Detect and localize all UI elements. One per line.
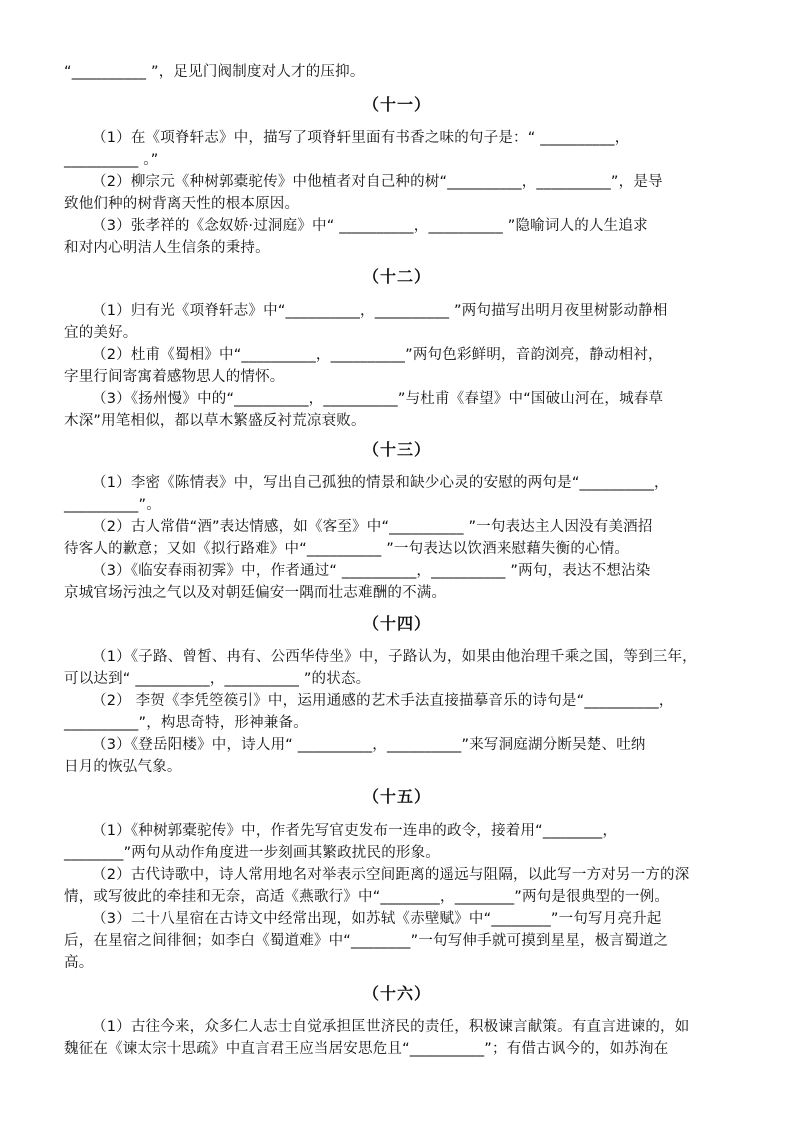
text-line: 字里行间寄寓着感物思人的情怀。 xyxy=(64,369,285,385)
text-line: （3）张孝祥的《念奴娇·过洞庭》中“ __________，__________ ”隐喻词人的人生追求 xyxy=(92,218,648,234)
text-line: （2）杜甫《蜀相》中“__________，__________”两句色彩鲜明，音韵浏亮，静动相衬， xyxy=(92,347,663,363)
text-line: 后，在星宿之间徘徊；如李白《蜀道难》中“________”一句写伸手就可摸到星星，极言蜀道之 xyxy=(64,933,669,949)
text-line: 致他们种的树背离天性的根本原因。 xyxy=(64,196,300,212)
text-line: （2）古代诗歌中，诗人常用地名对举表示空间距离的遥远与阻隔，以此写一方对另一方的深 xyxy=(92,867,690,883)
text-line: （3）《扬州慢》中的“__________，__________”与杜甫《春望》中“国破山河在，城春草 xyxy=(92,391,664,407)
text-line: 宜的美好。 xyxy=(64,325,138,341)
section-heading-11: （十一） xyxy=(362,95,431,114)
section-heading-12: （十二） xyxy=(362,267,431,286)
text-line: __________”，构思奇特，形神兼备。 xyxy=(64,715,308,731)
section-heading-16: （十六） xyxy=(362,984,431,1003)
text-line: __________”。 xyxy=(64,497,161,513)
section-heading-15: （十五） xyxy=(362,787,431,806)
text-line: （3）二十八星宿在古诗文中经常出现，如苏轼《赤壁赋》中“________”一句写月亮升起 xyxy=(92,911,662,927)
text-line: “__________ ”，足见门阀制度对人才的压抑。 xyxy=(64,64,365,80)
text-line: （2） 李贺《李凭箜篌引》中，运用通感的艺术手法直接描摹音乐的诗句是“__________， xyxy=(92,693,674,709)
text-line: （3）《登岳阳楼》中，诗人用“ __________，__________”来写洞庭湖分断吴楚、吐纳 xyxy=(92,737,646,753)
text-line: 木深”用笔相似，都以草木繁盛反衬荒凉衰败。 xyxy=(64,413,366,429)
text-line: （2）柳宗元《种树郭橐驼传》中他植者对自己种的树“__________，__________”，是导 xyxy=(92,174,663,190)
text-line: （1）在《项脊轩志》中，描写了项脊轩里面有书香之味的句子是：“ __________， xyxy=(92,130,630,146)
text-line: 可以达到“ __________，__________ ”的状态。 xyxy=(64,671,371,687)
text-line: 高。 xyxy=(64,955,94,971)
section-heading-13: （十三） xyxy=(362,440,431,459)
section-heading-14: （十四） xyxy=(362,614,431,633)
text-line: 日月的恢弘气象。 xyxy=(64,759,182,775)
text-line: （1）归有光《项脊轩志》中“__________，__________ ”两句描写出明月夜里树影动静相 xyxy=(92,303,668,319)
text-line: 待客人的歉意；又如《拟行路难》中“__________ ”一句表达以饮酒来慰藉失衡的心情。 xyxy=(64,541,630,557)
text-line: （1）李密《陈情表》中，写出自己孤独的情景和缺少心灵的安慰的两句是“__________， xyxy=(92,475,669,491)
text-line: 和对内心明洁人生信条的秉持。 xyxy=(64,240,270,256)
text-line: 京城官场污浊之气以及对朝廷偏安一隅而壮志难酬的不满。 xyxy=(64,585,447,601)
text-line: ________”两句从动作角度进一步刻画其繁政扰民的形象。 xyxy=(64,845,441,861)
text-line: （1）《子路、曾皙、冉有、公西华侍坐》中，子路认为，如果由他治理千乘之国，等到三年， xyxy=(92,649,697,665)
text-line: （3）《临安春雨初霁》中，作者通过“ __________，__________ ”两句，表达不想沾染 xyxy=(92,563,651,579)
text-line: （2）古人常借“酒”表达情感，如《客至》中“__________ ”一句表达主人因没有美酒招 xyxy=(92,519,653,535)
text-line: 魏征在《谏太宗十思疏》中直言君王应当居安思危且“__________”；有借古讽今的，如苏洵在 xyxy=(64,1041,669,1057)
text-line: __________ 。” xyxy=(64,152,159,168)
text-line: （1）古往今来，众多仁人志士自觉承担匡世济民的责任，积极谏言献策。有直言进谏的，如 xyxy=(92,1019,690,1035)
text-line: 情，或写彼此的牵挂和无奈，高适《燕歌行》中“________，________”两句是很典型的一例。 xyxy=(64,889,670,905)
text-line: （1）《种树郭橐驼传》中，作者先写官吏发布一连串的政令，接着用“________， xyxy=(92,823,618,839)
